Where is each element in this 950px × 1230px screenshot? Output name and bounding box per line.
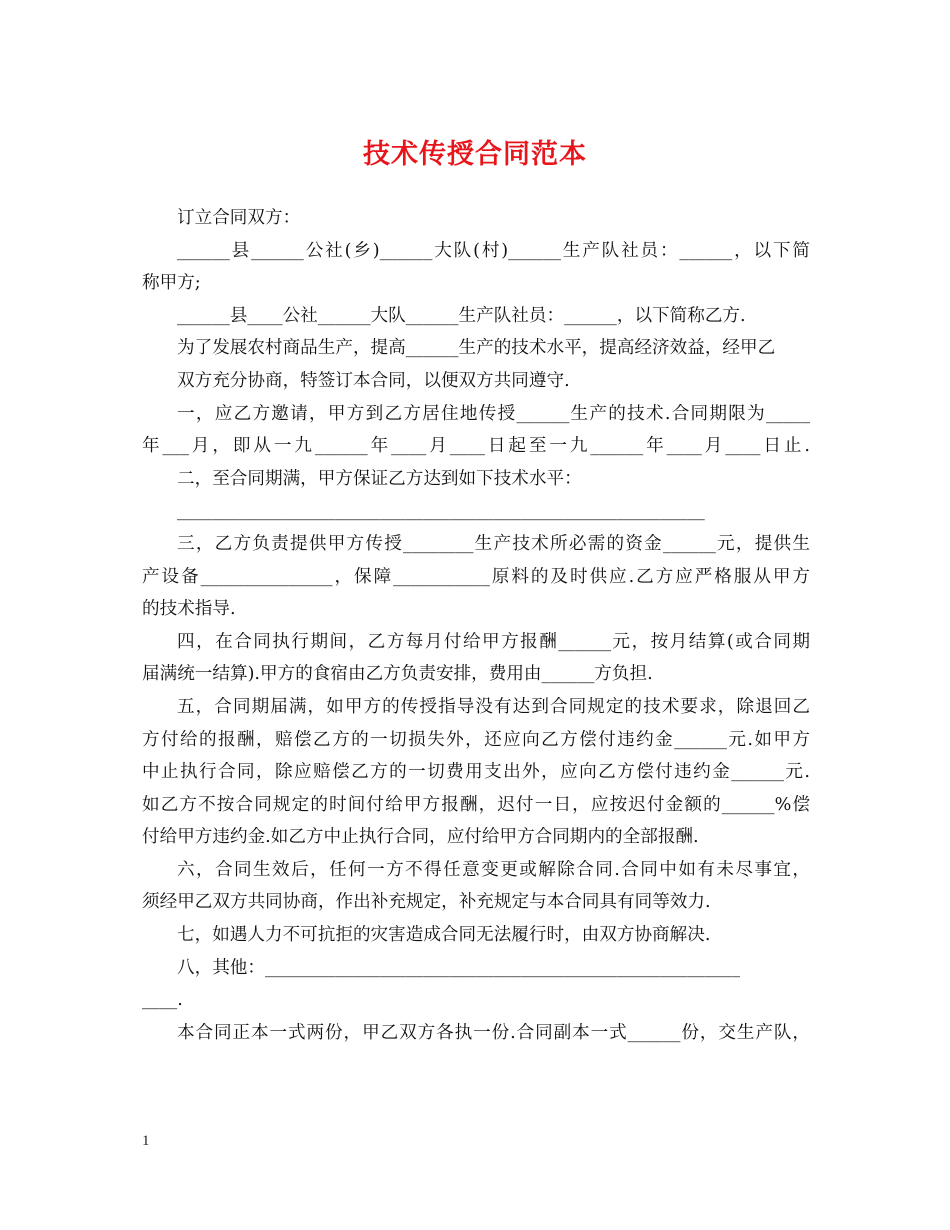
body-line: 本合同正本一式两份，甲乙双方各执一份.合同副本一式______份，交生产队， [177, 1022, 810, 1043]
body-line: ____. [142, 990, 183, 1011]
body-line: 五，合同期届满，如甲方的传授指导没有达到合同规定的技术要求，除退回乙 [177, 696, 810, 717]
body-line: 付给甲方违约金.如乙方中止执行合同，应付给甲方合同期内的全部报酬. [142, 827, 699, 848]
body-line: 届满统一结算).甲方的食宿由乙方负责安排，费用由______方负担. [142, 664, 653, 685]
body-line: ____________________________________________________________ [177, 501, 705, 522]
body-line: 年___月，即从一九______年____月____日起至一九______年____月____日止. [142, 436, 810, 457]
body-line: 二，至合同期满，甲方保证乙方达到如下技术水平： [177, 468, 582, 489]
body-line: 双方充分协商，特签订本合同，以便双方共同遵守. [177, 370, 570, 391]
body-line: 称甲方; [142, 273, 201, 294]
body-line: 一，应乙方邀请，甲方到乙方居住地传授______生产的技术.合同期限为_____ [177, 403, 810, 424]
page-number: 1 [142, 1133, 150, 1149]
body-line: 产设备_______________，保障___________原料的及时供应.乙方应严格服从甲方 [142, 566, 810, 587]
body-line: ______县______公社(乡)______大队(村)______生产队社员：______，以下简 [177, 240, 810, 261]
document-body [142, 202, 810, 1049]
body-line: 六，合同生效后，任何一方不得任意变更或解除合同.合同中如有未尽事宜， [177, 859, 810, 880]
body-line: 方付给的报酬，赔偿乙方的一切损失外，还应向乙方偿付违约金______元.如甲方 [142, 729, 810, 750]
body-line: ______县____公社______大队______生产队社员：______，以下简称乙方. [177, 305, 746, 326]
document-title: 技术传授合同范本 [363, 139, 587, 170]
body-line: 中止执行合同，除应赔偿乙方的一切费用支出外，应向乙方偿付违约金______元. [142, 762, 810, 783]
body-line: 八，其他：______________________________________________________ [177, 957, 741, 978]
body-line: 为了发展农村商品生产，提高______生产的技术水平，提高经济效益，经甲乙 [177, 338, 776, 359]
body-line: 如乙方不按合同规定的时间付给甲方报酬，迟付一日，应按迟付金额的______%偿 [142, 794, 810, 815]
body-line: 四，在合同执行期间，乙方每月付给甲方报酬______元，按月结算(或合同期 [177, 631, 810, 652]
body-line: 七，如遇人力不可抗拒的灾害造成合同无法履行时，由双方协商解决. [177, 925, 711, 946]
body-line: 订立合同双方： [177, 208, 301, 228]
body-line: 三，乙方负责提供甲方传授________生产技术所必需的资金______元，提供生 [177, 533, 810, 554]
body-line: 的技术指导. [142, 599, 236, 620]
body-line: 须经甲乙双方共同协商，作出补充规定，补充规定与本合同具有同等效力. [142, 892, 711, 913]
